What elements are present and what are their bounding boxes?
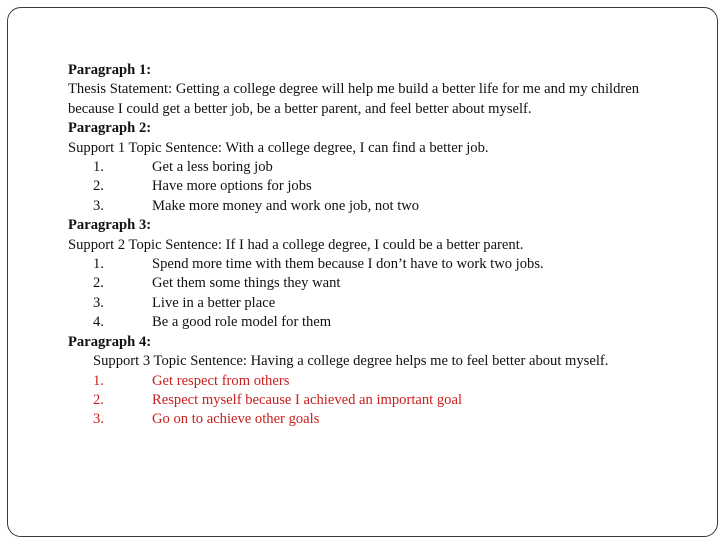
list-item (68, 372, 708, 391)
list-item-text: Go on to achieve other goals (152, 411, 320, 428)
support-1-topic-sentence: Support 1 Topic Sentence: With a college degree, I can find a better job. (68, 139, 489, 156)
list-item-text: Live in a better place (152, 294, 276, 311)
list-item (68, 391, 708, 410)
list-item (68, 158, 708, 177)
support-3-topic-sentence: Support 3 Topic Sentence: Having a college degree helps me to feel better about myself. (93, 353, 609, 370)
list-item-number: 1. (93, 256, 104, 273)
list-item-number: 2. (93, 275, 104, 292)
support-2-topic-sentence: Support 2 Topic Sentence: If I had a college degree, I could be a better parent. (68, 236, 524, 253)
list-item-number: 3. (93, 197, 104, 214)
thesis-statement-line-2: because I could get a better job, be a better parent, and feel better about myself. (68, 100, 532, 117)
list-item-text: Make more money and work one job, not two (152, 197, 420, 214)
thesis-statement-line-1: Thesis Statement: Getting a college degree will help me build a better life for me and my children (68, 81, 639, 98)
list-item-text: Get respect from others (152, 372, 290, 389)
list-item (68, 255, 708, 274)
list-item-number: 2. (93, 391, 104, 408)
list-item-number: 1. (93, 159, 104, 176)
list-item (68, 177, 708, 196)
list-item (68, 410, 708, 429)
list-item (68, 294, 708, 313)
list-item-text: Respect myself because I achieved an important goal (152, 391, 462, 408)
paragraph-4-heading: Paragraph 4: (68, 333, 152, 350)
paragraph-2-heading: Paragraph 2: (68, 120, 152, 137)
list-item-text: Get a less boring job (152, 159, 273, 176)
list-item-number: 2. (93, 178, 104, 195)
list-item-text: Be a good role model for them (152, 314, 332, 331)
list-item (68, 313, 708, 332)
list-item-text: Get them some things they want (152, 275, 341, 292)
list-item-number: 1. (93, 372, 104, 389)
list-item-number: 3. (93, 294, 104, 311)
list-item-number: 4. (93, 314, 104, 331)
list-item (68, 274, 708, 293)
paragraph-3-heading: Paragraph 3: (68, 217, 152, 234)
list-item (68, 197, 708, 216)
list-item-number: 3. (93, 411, 104, 428)
list-item-text: Have more options for jobs (152, 178, 312, 195)
paragraph-1-heading: Paragraph 1: (68, 62, 152, 78)
list-item-text: Spend more time with them because I don’t have to work two jobs. (152, 256, 544, 273)
outline-content (68, 61, 708, 430)
